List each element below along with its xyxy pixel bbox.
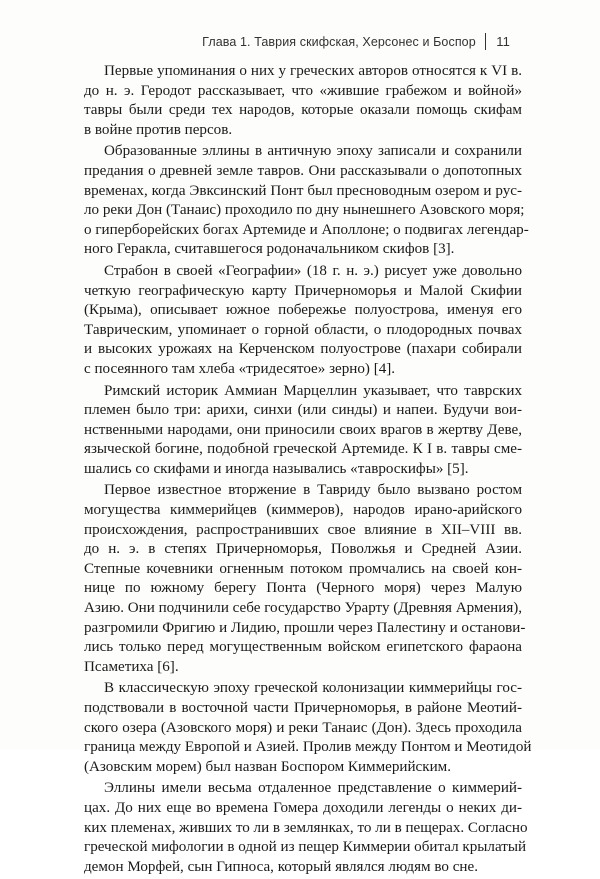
- text-line: в войне против персов.: [84, 121, 233, 138]
- text-line: греческой мифологии в одной из пещер Киммерии обитал крылатый: [84, 839, 527, 856]
- text-line: и высоких урожаях на Керченском полуострове (пахари собирали: [84, 341, 522, 358]
- text-line: ного Геракла, считавшегося родоначальником скифов [3].: [84, 241, 455, 258]
- text-line: Образованные эллины в античную эпоху записали и сохранили: [104, 143, 522, 160]
- body-text: [84, 62, 532, 879]
- text-line: (Крыма), описывает южное побережье полуострова, именуя его: [84, 302, 522, 319]
- text-line: Псаметиха [6].: [84, 658, 179, 675]
- text-line: подствовали в восточной части Причерноморья, в районе Меотий-: [84, 700, 522, 716]
- text-line: языческой богине, подобной греческой Артемиде. К I в. тавры сме-: [84, 441, 522, 458]
- text-line: племен было три: арихи, синхи (или синды) и напеи. Будучи вои-: [84, 402, 522, 419]
- text-line: предания о древней земле тавров. Они рассказывали о допотопных: [84, 162, 522, 179]
- text-line: цах. До них еще во времена Гомера доходили легенды о неких ди-: [84, 799, 522, 816]
- paragraph: [84, 481, 526, 677]
- text-line: Степные кочевники огненным потоком промчались на своей кон-: [84, 560, 522, 577]
- text-line: разгромили Фригию и Лидию, прошли через Палестину и останови-: [84, 619, 526, 636]
- text-line: лись только перед могущественным войском египетского фараона: [84, 639, 522, 656]
- text-line: шались со скифами и иногда назывались «тавроскифы» [5].: [84, 460, 469, 477]
- text-line: до н. э. в степях Причерноморья, Поволжья и Средней Азии.: [84, 541, 522, 558]
- text-line: ких племенах, живших то ли в землянках, то ли в пещерах. Согласно: [84, 819, 528, 836]
- text-line: нице по южному берегу Понта (Черного моря) через Малую: [84, 580, 522, 597]
- paragraph: [84, 142, 529, 260]
- paragraph: [84, 779, 528, 877]
- text-line: (Азовским морем) был назван Боспором Киммерийским.: [84, 758, 451, 775]
- text-line: ского озера (Азовского моря) и реки Танаис (Дон). Здесь проходила: [84, 719, 522, 736]
- paragraph: [84, 262, 522, 380]
- text-line: тавры были среди тех народов, которые оказали помощь скифам: [84, 102, 522, 119]
- text-line: ло реки Дон (Танаис) проходило по дну нынешнего Азовского моря;: [84, 202, 525, 219]
- text-line: временах, когда Эвксинский Понт был пресноводным озером и рус-: [84, 182, 522, 199]
- text-line: Эллины имели весьма отдаленное представление о киммерий-: [104, 780, 522, 797]
- paragraph: [84, 679, 532, 777]
- chapter-title: Глава 1. Таврия скифская, Херсонес и Боспор: [202, 34, 476, 49]
- header-divider: [485, 33, 487, 50]
- text-line: Страбон в своей «Географии» (18 г. н. э.) рисует уже довольно: [104, 262, 522, 279]
- text-line: демон Морфей, сын Гипноса, который являлся людям во сне.: [84, 858, 478, 875]
- text-line: Азию. Они подчинили себе государство Урарту (Древняя Армения),: [84, 600, 523, 617]
- text-line: нственными народами, они приносили своих врагов в жертву Деве,: [84, 421, 522, 438]
- text-line: могущества киммерийцев (киммеров), народов ирано-арийского: [84, 502, 522, 519]
- text-line: Римский историк Аммиан Марцеллин указывает, что таврских: [104, 382, 522, 399]
- text-line: происхождения, распространивших свое влияние в XII–VIII вв.: [84, 521, 522, 538]
- text-line: о гиперборейских богах Артемиде и Аполлоне; о подвигах легендар-: [84, 221, 529, 238]
- text-line: Первое известное вторжение в Тавриду было вызвано ростом: [104, 482, 522, 499]
- text-line: граница между Европой и Азией. Пролив между Понтом и Меотидой: [84, 739, 532, 756]
- text-line: четкую географическую карту Причерноморья и Малой Скифии: [84, 282, 522, 299]
- running-header: [202, 33, 510, 50]
- paragraph: [84, 382, 522, 480]
- page-number: 11: [496, 34, 510, 49]
- text-line: с посеянного там хлеба «тридесятое» зерно) [4].: [84, 360, 396, 377]
- text-line: Таврическим, упоминает о горной области, о плодородных почвах: [84, 321, 522, 338]
- text-line: до н. э. Геродот рассказывает, что «жившие грабежом и войной»: [84, 82, 522, 99]
- paragraph: [84, 62, 522, 140]
- text-line: Первые упоминания о них у греческих авторов относятся к VI в.: [104, 63, 522, 79]
- text-line: В классическую эпоху греческой колонизации киммерийцы гос-: [104, 680, 522, 697]
